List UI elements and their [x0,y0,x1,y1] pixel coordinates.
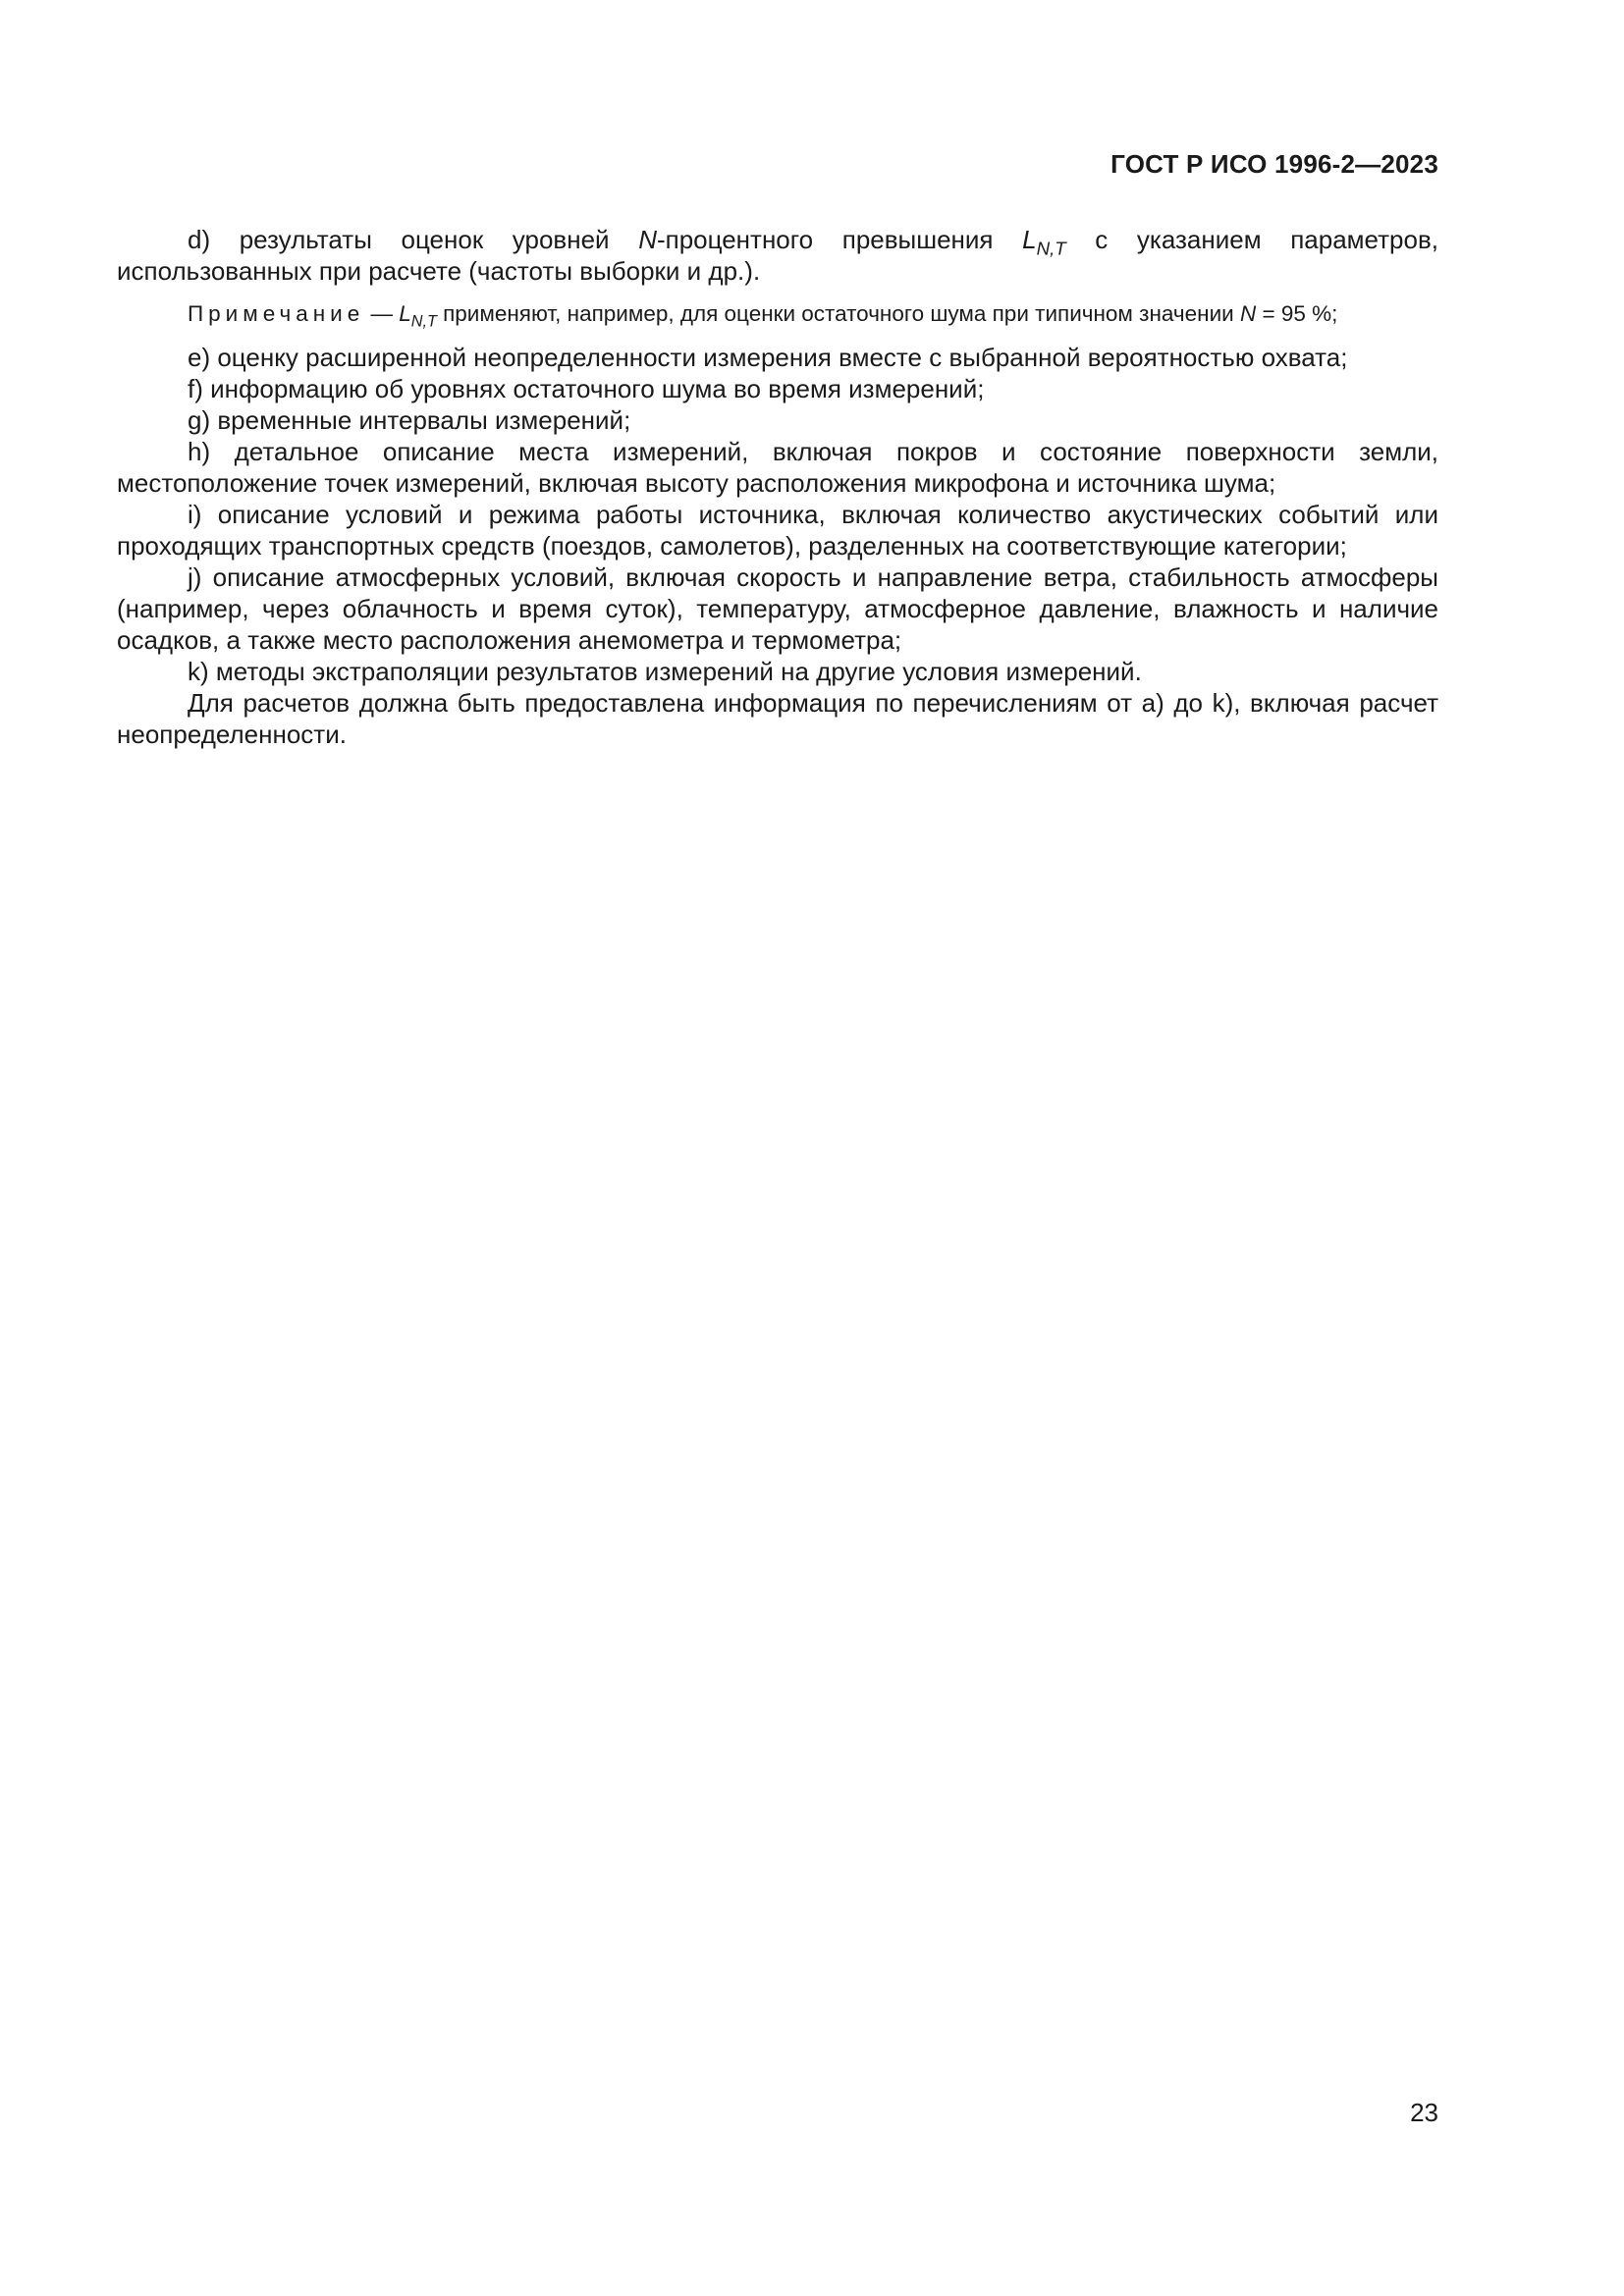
note-dash: — [364,301,400,326]
list-item-h: h) детальное описание места измерений, включая покров и состояние поверхности земли, местоположение точек измерений, включая высоту расположения микрофона и источника шума; [117,437,1438,498]
note-value-text: = 95 %; [1256,301,1338,326]
item-d-var-n: N [638,225,657,254]
note-symbol-subscript: N,T [410,312,437,331]
note-symbol-l: L [399,301,411,326]
closing-paragraph: Для расчетов должна быть предоставлена информация по перечислениям от а) до k), включая расчет неопределенности. [117,688,1438,749]
list-item-f: f) информацию об уровнях остаточного шума во время измерений; [188,374,985,403]
note-text: применяют, например, для оценки остаточного шума при типичном значении [436,301,1240,326]
page-body [117,224,1438,750]
list-item-i: i) описание условий и режима работы источника, включая количество акустических событий или проходящих транспортных средств (поездов, самолетов), разделенных на соответствующие категории; [117,500,1438,561]
item-d-after-n: -процентного превышения [656,225,1023,254]
list-item-j: j) описание атмосферных условий, включая скорость и направление ветра, стабильность атмосферы (например, через облачность и время суток), температуру, атмосферное давление, влажность и наличие осадков, а также место расположения анемометра и термометра; [117,562,1438,655]
note-label: Примечание [188,301,365,326]
note-paragraph [117,300,1438,331]
list-item-g: g) временные интервалы измерений; [188,405,631,435]
list-item-k: k) методы экстраполяции результатов измерений на другие условия измерений. [188,657,1142,686]
page-number: 23 [1410,2098,1438,2127]
item-d-symbol-subscript: N,T [1036,238,1066,259]
list-item-e: e) оценку расширенной неопределенности измерения вместе с выбранной вероятностью охвата; [188,343,1348,372]
note-var-n: N [1239,301,1257,326]
item-d-suffix: с указанием параметров, использованных при расчете (частоты выборки и др.). [117,225,1439,286]
list-item-d [117,224,1438,287]
item-d-prefix: d) результаты оценок уровней [188,225,639,254]
standard-id-header: ГОСТ Р ИСО 1996-2—2023 [1110,149,1438,179]
item-d-symbol-l: L [1022,225,1037,254]
